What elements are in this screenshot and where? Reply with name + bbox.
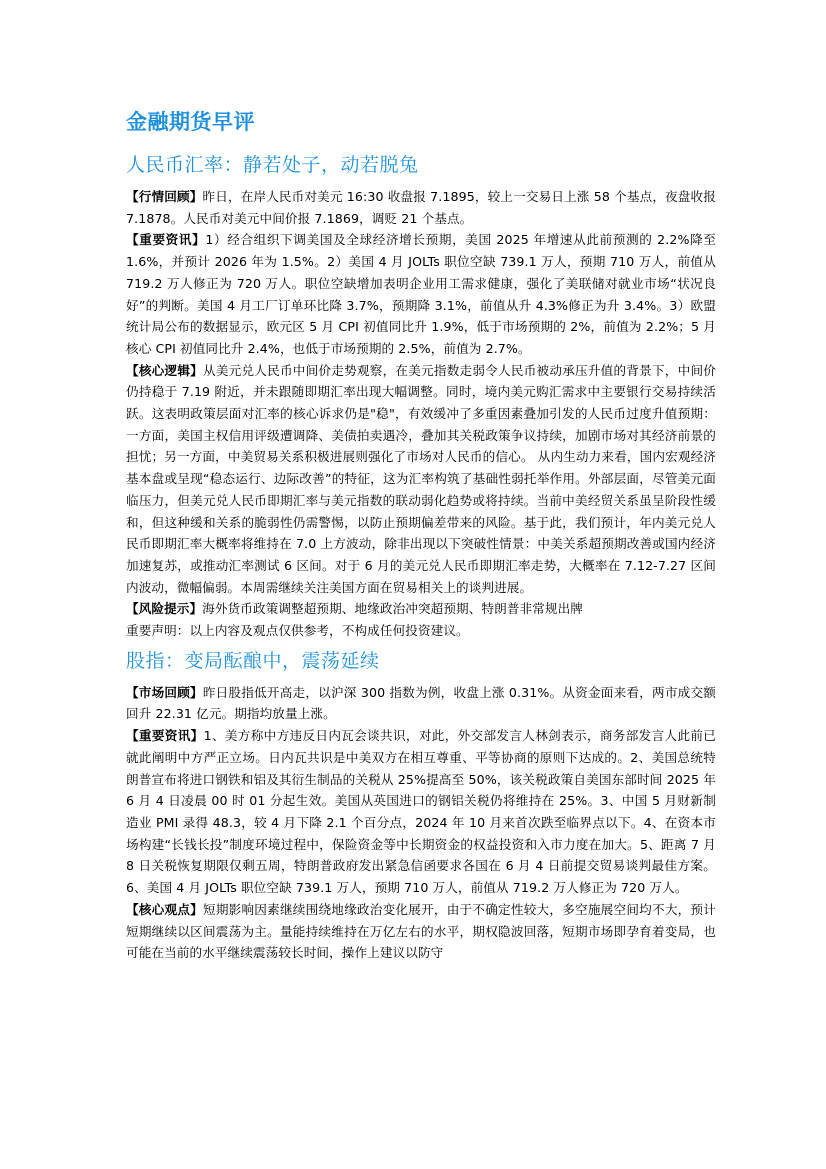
paragraph-text: 海外货币政策调整超预期、地缘政治冲突超预期、特朗普非常规出牌 [202,601,583,617]
paragraph-core-logic [126,360,716,599]
paragraph-text: 昨日，在岸人民币对美元 16:30 收盘报 7.1895，较上一交易日上涨 58 个基点，夜盘收报 7.1878。人民币对美元中间价报 7.1869，调贬 21 个基点。 [126,189,716,226]
paragraph-tag: 【重要资讯】 [126,232,206,248]
paragraph-text: 从美元兑人民币中间价走势观察，在美元指数走弱令人民币被动承压升值的背景下，中间价仍持稳于 7.19 附近，并未跟随即期汇率出现大幅调整。同时，境内美元购汇需求中主要银行交易持续活跃。这表明政策层面对汇率的核心诉求仍是"稳"，有效缓冲了多重因素叠加引发的人民币过度升值预期：一方面，美国主权信用评级遭调降、美债拍卖遇冷，叠加其关税政策争议持续，加剧市场对其经济前景的担忧；另一方面，中美贸易关系积极进展则强化了市场对人民币的信心。 从内生动力来看，国内宏观经济基本盘或呈现“稳态运行、边际改善”的特征，这为汇率构筑了基础性弱托举作用。外部层面，尽管美元面临压力，但美元兑人民币即期汇率与美元指数的联动弱化趋势或将持续。当前中美经贸关系虽呈阶段性缓和，但这种缓和关系的脆弱性仍需警惕，以防止预期偏差带来的风险。基于此，我们预计，年内美元兑人民币即期汇率大概率将维持在 7.0 上方波动，除非出现以下突破性情景：中美关系超预期改善或国内经济加速复苏，或推动汇率测试 6 区间。对于 6 月的美元兑人民币即期汇率走势，大概率在 7.12-7.27 区间内波动，微幅偏弱。本周需继续关注美国方面在贸易相关上的谈判进展。 [126,362,717,595]
paragraph-market-review [126,186,716,229]
document-title: 金融期货早评 [126,110,255,134]
paragraph-market-review [126,682,716,725]
paragraph-tag: 【核心观点】 [126,901,203,917]
paragraph-disclaimer [126,620,716,642]
paragraph-key-news [126,229,716,359]
paragraph-tag: 【风险提示】 [126,601,203,617]
paragraph-tag: 【核心逻辑】 [126,362,203,378]
paragraph-text: 1、美方称中方违反日内瓦会谈共识，对此，外交部发言人林剑表示，商务部发言人此前已就此阐明中方严正立场。日内瓦共识是中美双方在相互尊重、平等协商的原则下达成的。2、美国总统特朗普宣布将进口钢铁和铝及其衍生制品的关税从 25%提高至 50%，该关税政策自美国东部时间 2025 年 6 月 4 日凌晨 00 时 01 分起生效。美国从英国进口的钢铝关税仍将维持在 25%。3、中国 5 月财新制造业 PMI 录得 48.3，较 4 月下降 2.1 个百分点，2024 年 10 月来首次跌至临界点以下。4、在资本市场构建“长钱长投”制度环境过程中，保险资金等中长期资金的权益投资和入市力度在加大。5、距离 7 月 8 日关税恢复期限仅剩五周，特朗普政府发出紧急信函要求各国在 6 月 4 日前提交贸易谈判最佳方案。6、美国 4 月 JOLTs 职位空缺 739.1 万人，预期 710 万人，前值从 719.2 万人修正为 720 万人。 [126,728,716,896]
paragraph-key-news [126,725,716,899]
paragraph-tag: 【行情回顾】 [126,189,203,204]
paragraph-core-view [126,899,716,964]
paragraph-risk-warning [126,598,716,620]
paragraph-text: 重要声明：以上内容及观点仅供参考，不构成任何投资建议。 [126,623,469,639]
section-rmb-exchange-rate [126,150,716,642]
paragraph-text: 昨日股指低开高走，以沪深 300 指数为例，收盘上涨 0.31%。从资金面来看，两市成交额回升 22.31 亿元。期指均放量上涨。 [126,684,716,722]
document-page [126,106,716,968]
paragraph-tag: 【市场回顾】 [126,684,203,700]
section-heading: 人民币汇率：静若处子，动若脱兔 [126,154,419,176]
section-heading: 股指：变局酝酿中，震荡延续 [126,649,380,672]
paragraph-tag: 【重要资讯】 [126,728,204,744]
paragraph-text: 1）经合组织下调美国及全球经济增长预期，美国 2025 年增速从此前预测的 2.2%降至 1.6%，并预计 2026 年为 1.5%。2）美国 4 月 JOLTs 职位空缺 739.1 万人，预期 710 万人，前值从 719.2 万人修正为 720 万人。职位空缺增加表明企业用工需求健康，强化了美联储对就业市场“状况良好”的判断。美国 4 月工厂订单环比降 3.7%，预期降 3.1%，前值从升 4.3%修正为升 3.4%。3）欧盟统计局公布的数据显示，欧元区 5 月 CPI 初值同比升 1.9%，低于市场预期的 2%，前值为 2.2%；5 月核心 CPI 初值同比升 2.4%，也低于市场预期的 2.5%，前值为 2.7%。 [126,232,716,356]
section-stock-index [126,646,716,964]
paragraph-text: 短期影响因素继续围绕地缘政治变化展开，由于不确定性较大，多空施展空间均不大，预计短期继续以区间震荡为主。量能持续维持在万亿左右的水平，期权隐波回落，短期市场即孕育着变局，也可能在当前的水平继续震荡较长时间，操作上建议以防守 [126,901,717,961]
